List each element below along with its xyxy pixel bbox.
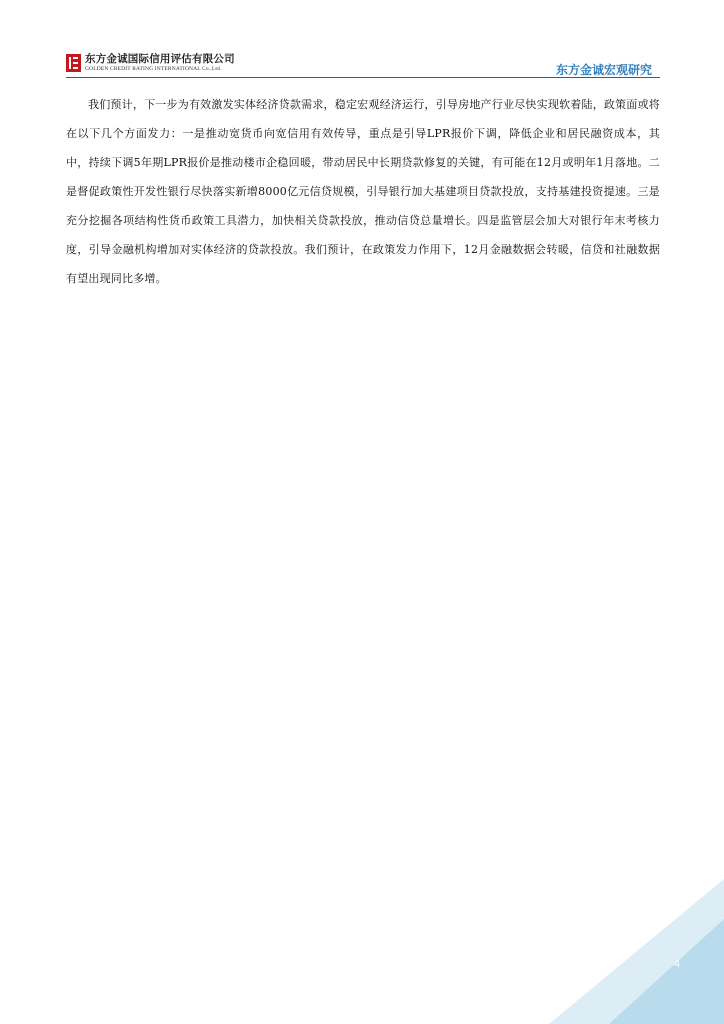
company-name-cn: 东方金诚国际信用评估有限公司: [85, 53, 235, 65]
corner-decoration: [549, 879, 724, 1024]
body-paragraph: 我们预计，下一步为有效激发实体经济贷款需求，稳定宏观经济运行，引导房地产行业尽快实现软着陆，政策面或将在以下几个方面发力：一是推动宽货币向宽信用有效传导，重点是引导LPR报价下调，降低企业和居民融资成本，其中，持续下调5年期LPR报价是推动楼市企稳回暖，带动居民中长期贷款修复的关键，有可能在12月或明年1月落地。二是督促政策性开发性银行尽快落实新增8000亿元信贷规模，引导银行加大基建项目贷款投放，支持基建投资提速。三是充分挖掘各项结构性货币政策工具潜力，加快相关贷款投放，推动信贷总量增长。四是监管层会加大对银行年末考核力度，引导金融机构增加对实体经济的贷款投放。我们预计，在政策发力作用下，12月金融数据会转暖，信贷和社融数据有望出现同比多增。: [66, 98, 660, 285]
brand-title: 东方金诚宏观研究: [555, 63, 652, 77]
page-number: 4: [674, 958, 681, 970]
company-name-en: GOLDEN CREDIT RATING INTERNATIONAL Co.,Ltd.: [85, 65, 222, 72]
page-header: [66, 52, 660, 78]
company-logo: [66, 52, 235, 74]
golden-credit-logo-icon: [66, 54, 81, 72]
header-divider: [66, 77, 660, 78]
